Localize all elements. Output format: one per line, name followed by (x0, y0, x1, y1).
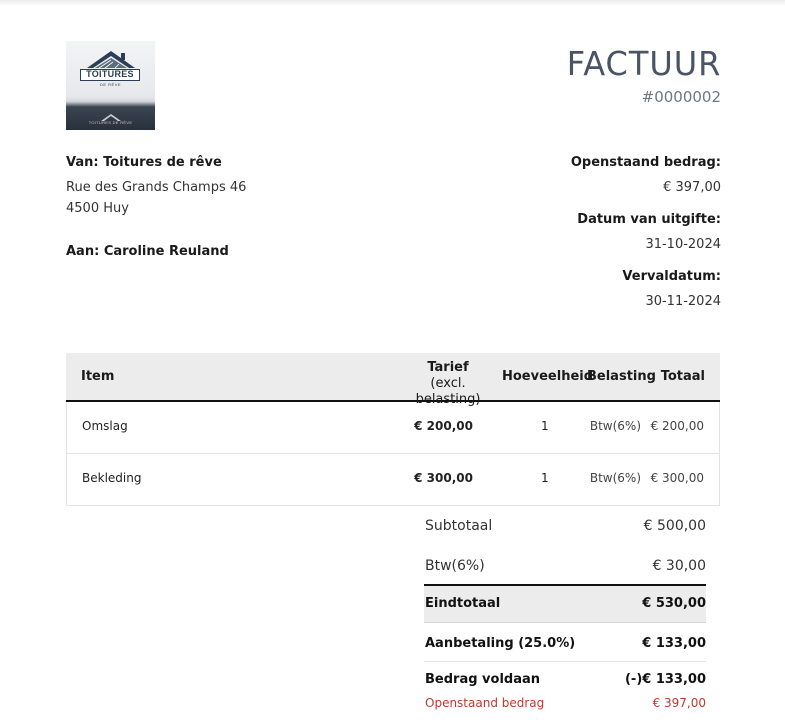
row-tax: Btw(6%) (589, 419, 641, 433)
header-rate-sub: (excl. belasting) (415, 376, 481, 407)
balance-due-label: Openstaand bedrag (425, 696, 545, 710)
subtotal-row (424, 506, 706, 546)
header-rate (396, 360, 500, 408)
grand-total-row (424, 584, 706, 623)
row-tax: Btw(6%) (589, 471, 641, 485)
tax-label: Btw(6%) (425, 558, 485, 574)
logo-tagline: DE RÊVE (99, 82, 122, 87)
invoice-number: #0000002 (641, 88, 721, 106)
issue-date-value: 31-10-2024 (645, 237, 721, 252)
header-item: Item (81, 369, 115, 384)
header-total: Totaal (660, 369, 705, 384)
header-rate-label: Tarief (427, 360, 469, 375)
row-item-name: Bekleding (82, 471, 142, 485)
sender-address-line2: 4500 Huy (66, 201, 129, 216)
table-row (66, 454, 720, 506)
grand-total-label: Eindtotaal (425, 596, 501, 611)
deposit-row (424, 623, 706, 662)
issue-date-label: Datum van uitgifte: (577, 212, 721, 227)
paid-label: Bedrag voldaan (425, 672, 541, 687)
top-shadow (0, 0, 785, 6)
invoice-title: FACTUUR (566, 44, 721, 83)
table-header (66, 353, 720, 407)
row-rate: € 200,00 (414, 419, 473, 433)
tax-value: € 30,00 (652, 558, 706, 574)
due-date-value: 30-11-2024 (645, 294, 721, 309)
totals-summary (424, 506, 706, 714)
sender-name: Van: Toitures de rêve (66, 155, 222, 170)
header-quantity: Hoeveelheid (502, 369, 594, 384)
header-tax: Belasting (587, 369, 656, 384)
paid-row (424, 662, 706, 688)
company-logo (66, 41, 155, 130)
due-date-label: Vervaldatum: (622, 269, 721, 284)
table-row (66, 402, 720, 454)
logo-footer-text: TOITURES DE RÊVE (88, 120, 133, 125)
row-quantity: 1 (541, 419, 549, 433)
balance-due-row (424, 688, 706, 714)
row-total: € 300,00 (650, 471, 704, 485)
deposit-value: € 133,00 (642, 636, 706, 651)
deposit-label: Aanbetaling (25.0%) (425, 636, 576, 651)
subtotal-label: Subtotaal (425, 518, 493, 534)
items-table (66, 353, 720, 506)
balance-due-value: € 397,00 (652, 696, 706, 710)
subtotal-value: € 500,00 (643, 518, 706, 534)
row-total: € 200,00 (650, 419, 704, 433)
paid-value: (-)€ 133,00 (624, 672, 706, 687)
balance-value: € 397,00 (663, 180, 721, 195)
tax-row (424, 546, 706, 584)
row-item-name: Omslag (82, 419, 128, 433)
recipient-name: Aan: Caroline Reuland (66, 244, 229, 259)
roof-icon (85, 48, 137, 70)
row-quantity: 1 (541, 471, 549, 485)
sender-address-line1: Rue des Grands Champs 46 (66, 180, 247, 195)
grand-total-value: € 530,00 (642, 596, 706, 611)
balance-label: Openstaand bedrag: (570, 155, 721, 170)
logo-wordmark: TOITURES (80, 69, 140, 81)
row-rate: € 300,00 (414, 471, 473, 485)
